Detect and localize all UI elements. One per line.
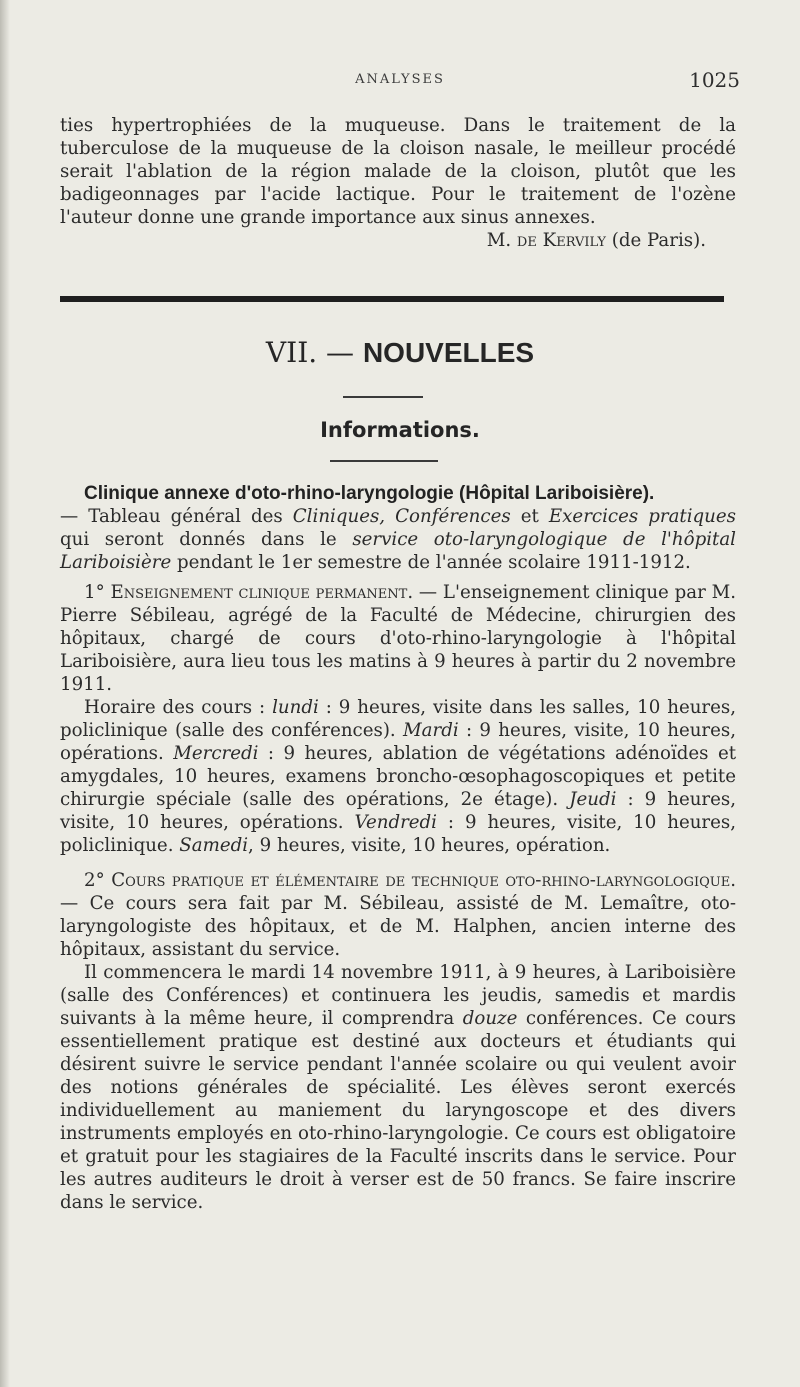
previous-article-end [60, 114, 736, 252]
signature-suffix: (de Paris). [605, 230, 706, 251]
day-mardi: Mardi [403, 720, 459, 741]
schedule-text: : 9 heures, visite, 10 heures, opérations. [60, 789, 736, 833]
item-label: Cours pratique et élémentaire de technique oto-rhino-laryngologique. [111, 870, 736, 891]
day-samedi: Samedi [179, 835, 249, 856]
intro-italic-3: service oto-laryngologique de l'hôpital Lariboisière [60, 529, 737, 573]
subsection-underline [330, 460, 438, 462]
schedule-text: , 9 heures, visite, 10 heures, opération. [248, 835, 611, 856]
intro-text: qui seront donnés dans le [60, 529, 353, 550]
intro-italic-1: Cliniques, Conférences [292, 506, 511, 527]
details-text: conférences. Ce cours essentiellement pratique est destiné aux docteurs et étudiants qui désirent suivre le service pendant l'année scolaire ou qui veulent avoir des notions générales de spécialité. Les élèves seront exercés individuellement au maniement du laryngoscope et des divers instruments employés en oto-rhino-laryngologie. Ce cours est obligatoire et gratuit pour les stagiaires de la Faculté inscrits dans le service. Pour les autres auditeurs le droit à verser est de 50 francs. Se faire inscrire dans le service. [60, 1008, 736, 1213]
intro-text: — Tableau général des [60, 506, 293, 527]
signature-prefix: M. [486, 230, 517, 251]
schedule-text: : 9 heures, visite dans les salles, 10 heures, policlinique (salle des conférences). [60, 697, 736, 741]
paragraph-cours [60, 869, 736, 961]
schedule-text: : 9 heures, visite, 10 heures, opérations. [60, 720, 736, 764]
binding-shadow [0, 0, 10, 1387]
item-label: Enseignement clinique permanent. [110, 582, 414, 603]
schedule-text: : 9 heures, visite, 10 heures, policlinique. [60, 812, 736, 856]
running-head: ANALYSES [355, 72, 445, 87]
page-header [60, 68, 740, 98]
article-intro [60, 505, 736, 574]
subsection-title: Informations. [320, 418, 480, 442]
intro-italic-2: Exercices pratiques [548, 506, 736, 527]
day-mercredi: Mercredi [173, 743, 259, 764]
paragraph-details [60, 961, 736, 1214]
page-number: 1025 [689, 68, 740, 92]
schedule-text: Horaire des cours : [84, 697, 273, 718]
article-body [60, 482, 736, 1214]
day-jeudi: Jeudi [569, 789, 617, 810]
signature-particle: de [516, 230, 537, 251]
article-heading: Clinique annexe d'oto-rhino-laryngologie (Hôpital Lariboisière). [84, 483, 655, 504]
signature-name: Kervily [542, 230, 606, 251]
paragraph-enseignement [60, 581, 736, 696]
item-text: — L'enseignement clinique par M. Pierre Sébileau, agrégé de la Faculté de Médecine, chirurgien des hôpitaux, chargé de cours d'oto-rhino-laryngologie à l'hôpital Lariboisière, aura lieu tous les matins à 9 heures à partir du 2 novembre 1911. [60, 582, 736, 695]
section-name: NOUVELLES [362, 337, 535, 368]
intro-text: pendant le 1er semestre de l'année scolaire 1911-1912. [171, 552, 691, 573]
intro-text: et [510, 506, 549, 527]
author-signature [60, 229, 736, 252]
details-italic: douze [462, 1008, 518, 1029]
title-underline [343, 396, 423, 398]
previous-article-text: ties hypertrophiées de la muqueuse. Dans le traitement de la tuberculose de la muqueuse de la cloison nasale, le meilleur procédé serait l'ablation de la région malade de la cloison, plutôt que les badigeonnages par l'acide lactique. Pour le traitement de l'ozène l'auteur donne une grande importance aux sinus annexes. [60, 115, 736, 228]
schedule-text: : 9 heures, ablation de végétations adénoïdes et amygdales, 10 heures, examens broncho-œsophagoscopiques et petite chirurgie spéciale (salle des opérations, 2e étage). [60, 743, 737, 810]
day-lundi: lundi [272, 697, 319, 718]
item-number: 1° [84, 582, 111, 603]
paragraph-horaire [60, 696, 736, 857]
item-number: 2° [84, 870, 112, 891]
item-text: — Ce cours sera fait par M. Sébileau, assisté de M. Lemaître, oto-laryngologiste des hôpitaux, et de M. Halphen, ancien interne des hôpitaux, assistant du service. [60, 893, 736, 960]
section-number: VII. — [265, 336, 363, 369]
section-title [60, 336, 740, 369]
details-text: Il commencera le mardi 14 novembre 1911, à 9 heures, à Lariboisière (salle des Conférences) et continuera les jeudis, samedis et mardis suivants à la même heure, il comprendra [60, 962, 736, 1029]
day-vendredi: Vendredi [354, 812, 437, 833]
section-divider [60, 296, 724, 302]
